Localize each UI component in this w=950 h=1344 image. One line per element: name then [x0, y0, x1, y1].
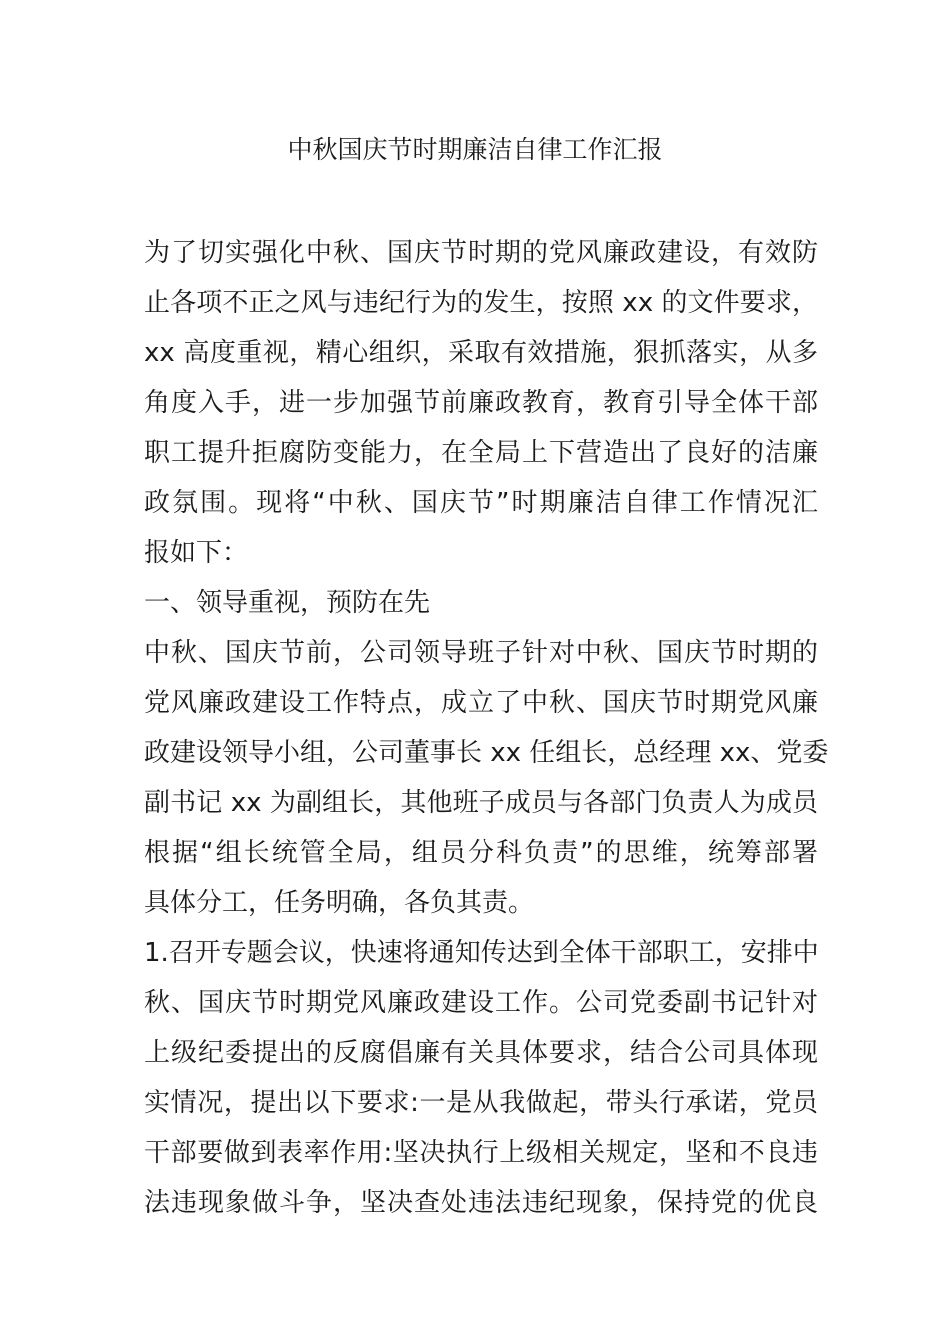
body-line: 1.召开专题会议，快速将通知传达到全体干部职工，安排中 [144, 938, 819, 968]
body-line: 党风廉政建设工作特点，成立了中秋、国庆节时期党风廉 [144, 688, 818, 718]
body-line: 中秋、国庆节前，公司领导班子针对中秋、国庆节时期的 [144, 638, 818, 668]
document-body [144, 228, 829, 1228]
body-line: 上级纪委提出的反腐倡廉有关具体要求，结合公司具体现 [144, 1038, 818, 1068]
body-line: 具体分工，任务明确，各负其责。 [144, 888, 535, 918]
body-line: 根据“组长统管全局，组员分科负责”的思维，统筹部署 [144, 838, 818, 868]
body-line: xx 高度重视，精心组织，采取有效措施，狠抓落实，从多 [144, 338, 818, 368]
body-line: 秋、国庆节时期党风廉政建设工作。公司党委副书记针对 [144, 988, 818, 1018]
body-line: 政氛围。现将“中秋、国庆节”时期廉洁自律工作情况汇 [144, 488, 818, 518]
body-line: 职工提升拒腐防变能力，在全局上下营造出了良好的洁廉 [144, 438, 818, 468]
body-line: 政建设领导小组，公司董事长 xx 任组长，总经理 xx、党委 [144, 738, 829, 768]
body-line: 止各项不正之风与违纪行为的发生，按照 xx 的文件要求， [144, 288, 818, 318]
body-line: 副书记 xx 为副组长，其他班子成员与各部门负责人为成员 [144, 788, 818, 818]
document-title: 中秋国庆节时期廉洁自律工作汇报 [287, 135, 663, 164]
body-line: 法违现象做斗争，坚决查处违法违纪现象，保持党的优良 [144, 1188, 818, 1218]
body-line: 干部要做到表率作用:坚决执行上级相关规定，坚和不良违 [144, 1138, 818, 1168]
body-line: 报如下： [144, 538, 249, 568]
section-heading: 一、领导重视，预防在先 [144, 588, 431, 618]
body-line: 为了切实强化中秋、国庆节时期的党风廉政建设，有效防 [144, 238, 818, 268]
body-line: 角度入手，进一步加强节前廉政教育，教育引导全体干部 [144, 388, 818, 418]
body-line: 实情况，提出以下要求:一是从我做起，带头行承诺，党员 [144, 1088, 818, 1118]
